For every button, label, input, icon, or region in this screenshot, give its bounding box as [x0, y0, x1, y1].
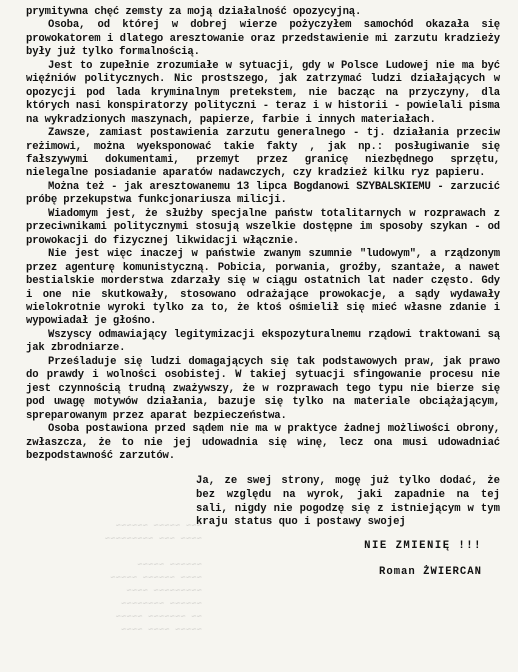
closing-paragraph: Ja, ze swej strony, mogę już tylko dodać, że bez względu na wyrok, jaki zapadnie na tej sali, nigdy nie pogodzę się z istniejącym w tym kraju status quo i postawy swojej: [196, 475, 500, 529]
paragraph-2: Osoba, od której w dobrej wierze pożyczyłem samochód okazała się prowokatorem i dlatego aresztowanie oraz przedstawienie mi zarzutu kradzieży były już tylko formalnością.: [26, 19, 500, 59]
bleed-through-text: ~~~ ~~~~~ ~~~~~~ ~~~~ ~~~ ~~~~~~~~~ ~~~~~~ ~~~~~ ~~~~ ~~~~~~ ~~~~~ ~~~~~~~~~ ~~~~ ~~~~~~ ~~~~~~~~ ~~ ~~~~~~~ ~~~~~ ~~~~~ ~~~~ ~~~~: [104, 521, 202, 635]
paragraph-3: Jest to zupełnie zrozumiałe w sytuacji, gdy w Polsce Ludowej nie ma być więźniów politycznych. Nic prostszego, jak zatrzymać ludzi działających w opozycji pod lada kryminalnym pretekstem, nie bacząc na przyczyny, dla których nasi konspiratorzy polityczni - teraz i w historii - powielali pisma na wykradzionych maszynach, papierze, farbie i innych materiałach.: [26, 59, 500, 126]
author-signature: Roman ŻWIERCAN: [378, 565, 482, 578]
paragraph-8: Wszyscy odmawiający legitymizacji ekspozyturalnemu rządowi traktowani są jak zbrodniarze.: [26, 328, 500, 355]
paragraph-9: Prześladuje się ludzi domagających się tak podstawowych praw, jak prawo do prawdy i wolności osobistej. W takiej sytuacji sfingowanie procesu nie jest czynnością trudną zważywszy, że w rozprawach tego typu nie bierze się pod uwagę motywów działania, bazuje się tylko na materiale obciążającym, spreparowanym przez aparat bezpieczeństwa.: [26, 355, 500, 422]
paragraph-1: prymitywna chęć zemsty za moją działalność opozycyjną.: [26, 6, 362, 18]
paragraph-4: Zawsze, zamiast postawienia zarzutu generalnego - tj. działania przeciw reżimowi, można wyeksponować takie fakty , jak np.: posługiwanie się fałszywymi dokumentami, przemyt przez granicę niezbędnego sprzętu, nielegalne posiadanie aparatów nadawczych, czy kradzież kilku ryz papieru.: [26, 127, 500, 180]
paragraph-6: Wiadomym jest, że służby specjalne państw totalitarnych w rozprawach z przeciwnikami politycznymi stosują wszelkie dostępne im sposoby szykan - od prowokacji do fizycznej likwidacji włącznie.: [26, 207, 500, 247]
paragraph-10: Osoba postawiona przed sądem nie ma w praktyce żadnej możliwości obrony, zwłaszcza, że to nie jej udowadnia się winę, lecz ona musi udowadniać bezpodstawność zarzutów.: [26, 423, 500, 462]
closing-emphasis: NIE ZMIENIĘ !!!: [364, 539, 482, 552]
paragraph-5: Można też - jak aresztowanemu 13 lipca Bogdanowi SZYBALSKIEMU - zarzucić próbę przekupstwa funkcjonariusza milicji.: [26, 180, 500, 207]
document-body: [26, 6, 500, 463]
paragraph-7: Nie jest więc inaczej w państwie zwanym szumnie "ludowym", a rządzonym przez agenturę komunistyczną. Pobicia, porwania, groźby, szantaże, a nawet bestialskie morderstwa zdarzały się w ciągu ostatnich lat nader często. Gdy i one nie skutkowały, stosowano odrażające prowokacje, a sądy wydawały wielokrotnie wyroki tylko za to, że ktoś ośmielił się mieć własne zdanie i wypowiadał je głośno.: [26, 248, 500, 328]
